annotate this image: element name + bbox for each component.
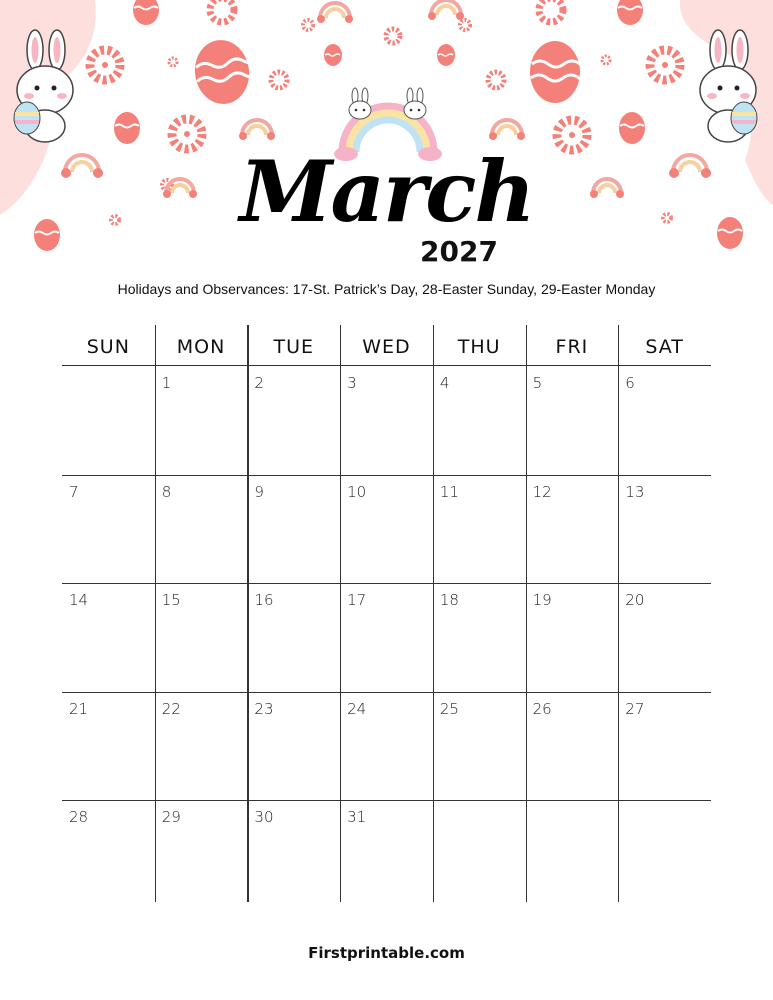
day-cell: [526, 692, 619, 800]
calendar-grid: [62, 325, 711, 902]
day-cell: [618, 692, 711, 800]
daisy-icon: [172, 119, 202, 149]
daisy-icon: [557, 120, 587, 150]
day-number: 4: [439, 374, 450, 392]
day-number: 27: [625, 699, 645, 718]
day-cell: [618, 366, 711, 474]
bunny-icon: [404, 88, 426, 119]
day-number: 13: [625, 482, 645, 501]
day-cell: [155, 366, 248, 474]
rainbow-icon: [239, 120, 275, 140]
footer-brand: Firstprintable.com: [308, 944, 465, 962]
weekday-sat: SAT: [645, 336, 684, 358]
day-number: 24: [347, 699, 367, 718]
holidays-note: Holidays and Observances: 17-St. Patrick’s Day, 28-Easter Sunday, 29-Easter Monday: [117, 281, 656, 297]
day-number: 19: [532, 591, 552, 609]
day-cell: [618, 475, 711, 583]
day-cell: [526, 366, 619, 474]
day-cell: [62, 583, 155, 691]
weekday-sun: SUN: [86, 336, 130, 358]
day-cell: [526, 800, 619, 908]
day-number: 1: [161, 374, 172, 392]
day-cell: [155, 800, 248, 908]
day-number: 6: [625, 374, 635, 392]
day-cell: [618, 800, 711, 908]
day-cell: [155, 692, 248, 800]
easter-egg-icon: [133, 0, 159, 25]
day-cell: [62, 692, 155, 800]
day-number: 18: [439, 591, 459, 609]
day-cell: [340, 366, 433, 474]
day-number: 2: [254, 374, 264, 392]
day-number: 7: [69, 482, 79, 501]
day-number: 26: [532, 699, 552, 718]
easter-egg-icon: [619, 112, 645, 144]
weekday-mon: MON: [176, 336, 226, 358]
day-number: 23: [254, 699, 274, 718]
day-cell: [526, 583, 619, 691]
day-number: 11: [439, 482, 459, 501]
day-cell: [340, 800, 433, 908]
day-cell: [62, 366, 155, 474]
day-cell: [433, 583, 526, 691]
day-cell: [62, 800, 155, 908]
bunny-icon: [349, 88, 371, 119]
day-number: 16: [254, 591, 274, 609]
daisy-icon: [460, 20, 470, 30]
daisy-icon: [488, 72, 504, 88]
day-number: 30: [254, 808, 274, 826]
weekday-wed: WED: [362, 336, 411, 358]
daisy-icon: [386, 29, 400, 43]
rainbow-icon: [428, 0, 464, 20]
easter-egg-icon: [617, 0, 643, 25]
day-number: 22: [161, 699, 181, 718]
day-cell: [618, 583, 711, 691]
rainbow-icon: [489, 120, 525, 140]
easter-egg-icon: [437, 44, 455, 66]
day-number: 8: [161, 482, 172, 501]
day-number: 10: [347, 482, 367, 501]
daisy-icon: [539, 0, 563, 22]
daisy-icon: [303, 20, 313, 30]
daisy-icon: [602, 56, 610, 64]
day-number: 15: [161, 591, 181, 609]
daisy-icon: [210, 0, 234, 22]
day-cell: [247, 475, 340, 583]
weekday-tue: TUE: [273, 336, 315, 358]
rainbow-icon: [317, 3, 353, 23]
easter-egg-icon: [114, 112, 140, 144]
weekday-thu: THU: [457, 336, 501, 358]
day-number: 21: [69, 699, 89, 718]
year-label: 2027: [420, 235, 498, 268]
day-cell: [526, 475, 619, 583]
month-title: March: [239, 142, 534, 241]
day-cell: [247, 692, 340, 800]
weekday-fri: FRI: [555, 336, 589, 358]
easter-egg-icon: [191, 35, 263, 107]
day-cell: [433, 692, 526, 800]
day-cell: [62, 475, 155, 583]
day-number: 9: [254, 482, 264, 501]
daisy-icon: [650, 50, 680, 80]
day-cell: [340, 692, 433, 800]
weekday-header: [62, 325, 711, 366]
day-number: 29: [161, 808, 181, 826]
day-cell: [340, 583, 433, 691]
day-number: 3: [347, 374, 357, 392]
day-number: 20: [625, 591, 645, 609]
day-cell: [433, 475, 526, 583]
day-cell: [433, 800, 526, 908]
day-number: 5: [532, 374, 543, 392]
day-number: 31: [347, 808, 367, 826]
day-cell: [155, 475, 248, 583]
easter-egg-icon: [324, 44, 342, 66]
day-cell: [433, 366, 526, 474]
day-cell: [247, 366, 340, 474]
day-cell: [247, 800, 340, 908]
day-cell: [155, 583, 248, 691]
daisy-icon: [271, 72, 287, 88]
day-number: 17: [347, 591, 367, 609]
day-cell: [340, 475, 433, 583]
day-cell: [247, 583, 340, 691]
day-number: 25: [439, 699, 459, 718]
day-number: 14: [69, 591, 89, 609]
daisy-icon: [169, 58, 177, 66]
day-number: 28: [69, 808, 89, 826]
easter-egg-icon: [530, 41, 592, 103]
daisy-icon: [90, 50, 120, 80]
day-number: 12: [532, 482, 552, 501]
